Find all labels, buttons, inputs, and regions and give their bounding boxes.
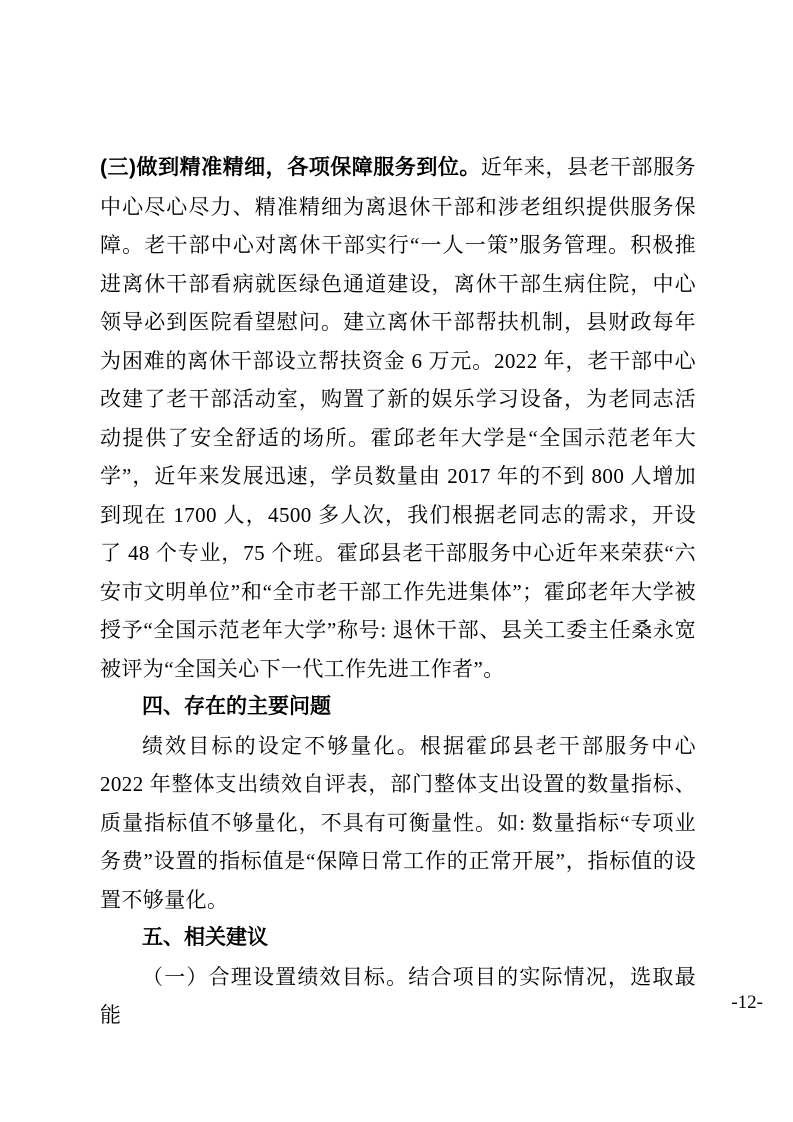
section-3-body-text: 近年来，县老干部服务中心尽心尽力、精准精细为离退休干部和涉老组织提供服务保障。老干部中心对离休干部实行“一人一策”服务管理。积极推进离休干部看病就医绿色通道建设，离休干部生病住院，中心领导必到医院看望慰问。建立离休干部帮扶机制，县财政每年为困难的离休干部设立帮扶资金 6 万元。2022 年，老干部中心改建了老干部活动室，购置了新的娱乐学习设备，为老同志活动提供了安全舒适的场所。霍邱老年大学是“全国示范老年大学”，近年来发展迅速，学员数量由 2017 年的不到 800 人增加到现在 1700 人，4500 多人次，我们根据老同志的需求，开设了 48 个专业，75 个班。霍邱县老干部服务中心近年来荣获“六安市文明单位”和“全市老干部工作先进集体”；霍邱老年大学被授予“全国示范老年大学”称号: 退休干部、县关工委主任桑永宽被评为“全国关心下一代工作先进工作者”。 — [100, 155, 697, 681]
section-3-lead: (三)做到精准精细，各项保障服务到位。 — [100, 156, 481, 179]
paragraph-section-3 — [100, 148, 696, 688]
page-content — [100, 148, 696, 1035]
paragraph-section-5: （一）合理设置绩效目标。结合项目的实际情况，选取最能 — [100, 964, 696, 1027]
heading-section-4: 四、存在的主要问题 — [142, 695, 331, 718]
paragraph-section-4: 绩效目标的设定不够量化。根据霍邱县老干部服务中心 2022 年整体支出绩效自评表，部门整体支出设置的数量指标、质量指标值不够量化，不具有可衡量性。如: 数量指标“专项业务费”设置的指标值是“保障日常工作的正常开展”，指标值的设置不够量化。 — [100, 733, 696, 912]
page-number: -12- — [731, 992, 763, 1013]
heading-section-5: 五、相关建议 — [142, 926, 268, 949]
